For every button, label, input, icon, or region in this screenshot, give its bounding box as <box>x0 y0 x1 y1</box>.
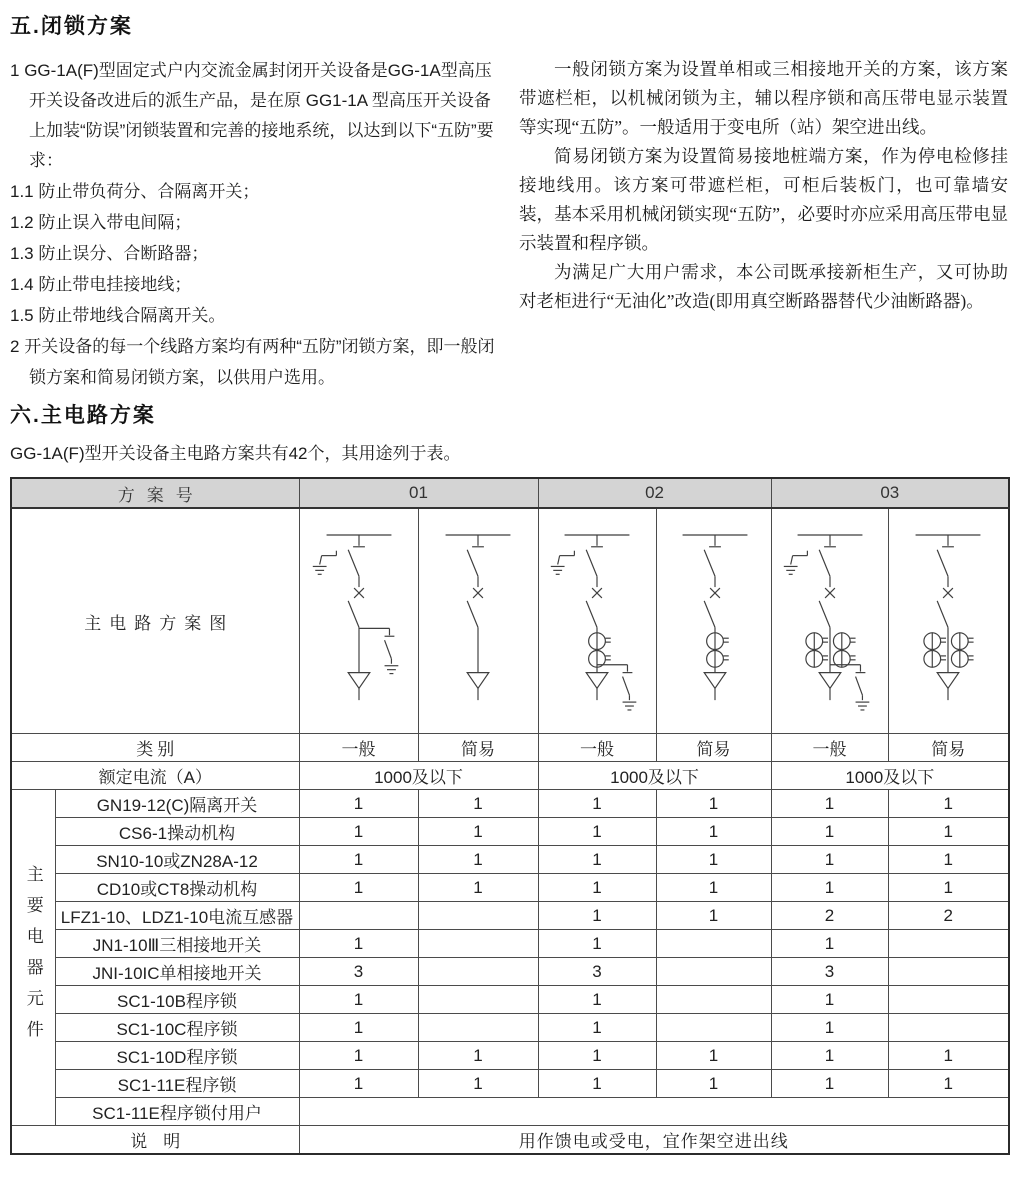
component-count-cell: 1 <box>538 818 656 846</box>
component-name: CS6-1操动机构 <box>55 818 299 846</box>
component-count-cell: 1 <box>656 790 771 818</box>
component-count-cell: 3 <box>299 958 418 986</box>
component-count-cell: 1 <box>888 818 1009 846</box>
component-count-cell <box>656 1014 771 1042</box>
component-rows <box>11 790 1009 1126</box>
component-count-cell <box>299 902 418 930</box>
component-name: JNI-10IC单相接地开关 <box>55 958 299 986</box>
locking-left-column <box>10 8 507 393</box>
diagram-row <box>11 508 1009 734</box>
component-name: SC1-11E程序锁 <box>55 1070 299 1098</box>
scheme-02-general-diagram <box>539 509 655 733</box>
prevention-item: 1.1 防止带负荷分、合隔离开关； <box>10 182 260 201</box>
diagram-row-label: 主电路方案图 <box>11 508 299 734</box>
component-count-cell: 1 <box>888 1042 1009 1070</box>
prevention-item: 1.3 防止误分、合断路器； <box>10 244 209 263</box>
paragraph-text: GG-1A(F)型固定式户内交流金属封闭开关设备是GG-1A型高压开关设备改进后的派生产品，是在原 GG1-1A 型高压开关设备上加装“防误”闭锁装置和完善的接地系统，以达到以下“五防”要求： <box>24 61 494 170</box>
component-count-cell: 1 <box>771 1042 888 1070</box>
paragraph-number: 2 <box>10 337 20 356</box>
component-count-cell: 1 <box>299 874 418 902</box>
component-count-cell: 1 <box>656 846 771 874</box>
category-cell: 一般 <box>771 734 888 762</box>
component-count-cell: 1 <box>418 874 538 902</box>
component-count-cell: 1 <box>538 986 656 1014</box>
five-prevention-list <box>10 176 507 331</box>
prevention-item: 1.2 防止误入带电间隔； <box>10 213 192 232</box>
category-row <box>11 734 1009 762</box>
component-count-cell: 1 <box>538 930 656 958</box>
component-count-cell: 1 <box>538 790 656 818</box>
prevention-item: 1.5 防止带地线合隔离开关。 <box>10 306 226 325</box>
component-name: LFZ1-10、LDZ1-10电流互感器 <box>55 902 299 930</box>
circuit-diagram-cell <box>299 508 418 734</box>
extra-component-row <box>11 1098 1009 1126</box>
component-row <box>11 986 1009 1014</box>
category-cell: 简易 <box>418 734 538 762</box>
component-count-cell: 1 <box>299 930 418 958</box>
rated-current-row <box>11 762 1009 790</box>
component-count-cell: 1 <box>888 846 1009 874</box>
component-name: SC1-11E程序锁付用户 <box>55 1098 299 1126</box>
component-count-cell: 1 <box>538 902 656 930</box>
rated-current-label: 额定电流（A） <box>11 762 299 790</box>
scheme-03-general-diagram <box>772 509 888 733</box>
component-count-cell: 1 <box>888 874 1009 902</box>
circuit-diagram-cell <box>538 508 656 734</box>
component-count-cell: 1 <box>418 1070 538 1098</box>
scheme-03-simple-diagram <box>890 509 1006 733</box>
component-count-cell: 1 <box>418 1042 538 1070</box>
category-cell: 简易 <box>656 734 771 762</box>
main-circuit-table <box>10 477 1010 1155</box>
prevention-item: 1.4 防止带电挂接地线； <box>10 275 192 294</box>
component-count-cell: 1 <box>771 818 888 846</box>
component-name: JN1-10Ⅲ三相接地开关 <box>55 930 299 958</box>
component-count-cell <box>888 958 1009 986</box>
component-count-cell: 1 <box>771 790 888 818</box>
component-count-cell: 1 <box>538 874 656 902</box>
component-count-cell: 1 <box>299 1070 418 1098</box>
component-row <box>11 1042 1009 1070</box>
component-count-cell <box>656 958 771 986</box>
rated-current-value: 1000及以下 <box>771 762 1009 790</box>
component-count-cell <box>418 1014 538 1042</box>
component-count-cell <box>418 902 538 930</box>
component-row <box>11 930 1009 958</box>
component-count-cell: 1 <box>771 874 888 902</box>
component-count-cell <box>888 930 1009 958</box>
component-row <box>11 1070 1009 1098</box>
empty-span-cell <box>299 1098 1009 1126</box>
component-count-cell <box>418 930 538 958</box>
category-row-label: 类别 <box>11 734 299 762</box>
component-count-cell: 2 <box>888 902 1009 930</box>
note-text: 用作馈电或受电，宜作架空进出线 <box>299 1126 1009 1155</box>
component-count-cell: 1 <box>299 1014 418 1042</box>
component-count-cell: 1 <box>418 790 538 818</box>
component-group-label <box>11 790 55 1126</box>
component-name: CD10或CT8操动机构 <box>55 874 299 902</box>
component-count-cell: 1 <box>656 1070 771 1098</box>
component-count-cell: 1 <box>538 846 656 874</box>
component-count-cell: 1 <box>538 1014 656 1042</box>
component-count-cell: 1 <box>299 846 418 874</box>
component-row <box>11 1014 1009 1042</box>
component-count-cell: 3 <box>538 958 656 986</box>
component-count-cell: 1 <box>299 818 418 846</box>
component-count-cell: 1 <box>888 790 1009 818</box>
component-count-cell <box>888 986 1009 1014</box>
component-count-cell: 1 <box>771 1014 888 1042</box>
locking-paragraph: 为满足广大用户需求，本公司既承接新柜生产，又可协助对老柜进行“无油化”改造(即用真空断路器替代少油断路器)。 <box>519 262 1008 311</box>
component-row <box>11 902 1009 930</box>
group-label-vertical-text: 主要电器元件 <box>23 864 43 1051</box>
locking-paragraph: 简易闭锁方案为设置简易接地桩端方案，作为停电检修挂接地线用。该方案可带遮栏柜，可柜后装板门，也可靠墙安装，基本采用机械闭锁实现“五防”，必要时亦应采用高压带电显示装置和程序锁。 <box>519 146 1008 253</box>
category-cell: 一般 <box>299 734 418 762</box>
component-count-cell: 1 <box>656 818 771 846</box>
component-count-cell: 1 <box>299 986 418 1014</box>
category-cell: 简易 <box>888 734 1009 762</box>
note-row <box>11 1126 1009 1155</box>
component-count-cell: 1 <box>656 874 771 902</box>
locking-paragraph: 一般闭锁方案为设置单相或三相接地开关的方案，该方案带遮栏柜，以机械闭锁为主，辅以程序锁和高压带电显示装置等实现“五防”。一般适用于变电所（站）架空进出线。 <box>519 59 1008 137</box>
locking-paragraph-1 <box>10 56 507 176</box>
circuit-diagram-cell <box>771 508 888 734</box>
component-count-cell: 1 <box>771 846 888 874</box>
component-count-cell: 1 <box>656 902 771 930</box>
category-cell: 一般 <box>538 734 656 762</box>
circuit-diagram-cell <box>888 508 1009 734</box>
component-count-cell: 1 <box>538 1070 656 1098</box>
component-name: SC1-10B程序锁 <box>55 986 299 1014</box>
component-row <box>11 958 1009 986</box>
locking-right-column <box>519 8 1008 393</box>
component-name: SC1-10C程序锁 <box>55 1014 299 1042</box>
component-count-cell: 1 <box>418 818 538 846</box>
component-count-cell: 1 <box>299 1042 418 1070</box>
component-name: SC1-10D程序锁 <box>55 1042 299 1070</box>
section6-intro: GG-1A(F)型开关设备主电路方案共有42个，其用途列于表。 <box>10 444 461 463</box>
component-count-cell: 1 <box>771 1070 888 1098</box>
scheme-number-header: 02 <box>538 478 771 508</box>
component-count-cell <box>656 986 771 1014</box>
component-count-cell: 1 <box>771 930 888 958</box>
rated-current-value: 1000及以下 <box>538 762 771 790</box>
circuit-diagram-cell <box>418 508 538 734</box>
component-count-cell: 1 <box>656 1042 771 1070</box>
scheme-number-header: 01 <box>299 478 538 508</box>
rated-current-value: 1000及以下 <box>299 762 538 790</box>
component-count-cell: 1 <box>888 1070 1009 1098</box>
component-count-cell: 2 <box>771 902 888 930</box>
locking-paragraph-2 <box>10 331 507 393</box>
component-count-cell <box>656 930 771 958</box>
component-count-cell <box>888 1014 1009 1042</box>
component-count-cell: 1 <box>418 846 538 874</box>
note-label: 说明 <box>11 1126 299 1155</box>
component-count-cell <box>418 958 538 986</box>
scheme-01-general-diagram <box>301 509 417 733</box>
scheme-02-simple-diagram <box>657 509 772 733</box>
component-row <box>11 846 1009 874</box>
scheme-number-header: 03 <box>771 478 1009 508</box>
table-header-row <box>11 478 1009 508</box>
locking-scheme-section <box>10 8 1008 393</box>
component-count-cell <box>418 986 538 1014</box>
component-count-cell: 1 <box>771 986 888 1014</box>
component-name: SN10-10或ZN28A-12 <box>55 846 299 874</box>
circuit-diagram-cell <box>656 508 771 734</box>
paragraph-text: 开关设备的每一个线路方案均有两种“五防”闭锁方案，即一般闭锁方案和简易闭锁方案，以供用户选用。 <box>24 337 495 387</box>
component-count-cell: 1 <box>299 790 418 818</box>
component-row <box>11 818 1009 846</box>
component-count-cell: 1 <box>538 1042 656 1070</box>
component-row <box>11 790 1009 818</box>
section6-title: 六.主电路方案 <box>10 404 156 427</box>
scheme-01-simple-diagram <box>420 509 536 733</box>
component-row <box>11 874 1009 902</box>
paragraph-number: 1 <box>10 61 20 80</box>
component-count-cell: 3 <box>771 958 888 986</box>
component-name: GN19-12(C)隔离开关 <box>55 790 299 818</box>
section5-title: 五.闭锁方案 <box>10 15 133 38</box>
scheme-no-header: 方案号 <box>11 478 299 508</box>
